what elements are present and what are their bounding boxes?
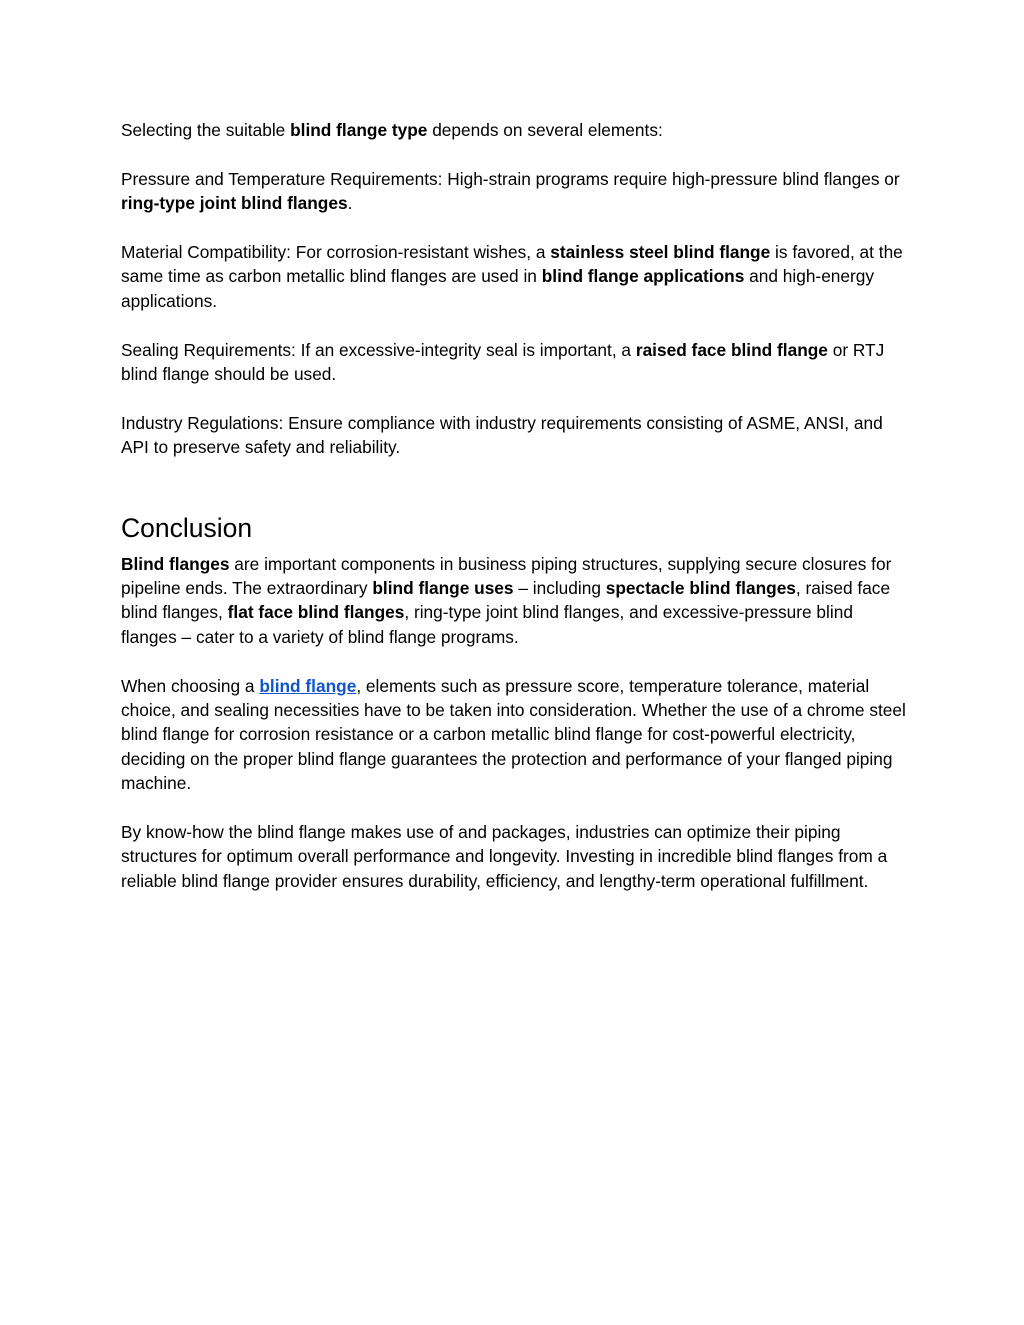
sealing-text: Sealing Requirements: If an excessive-integrity seal is important, a xyxy=(121,339,636,360)
blind-flange-link[interactable]: blind flange xyxy=(259,675,357,696)
conclusion-paragraph-1 xyxy=(121,552,911,650)
industry-paragraph xyxy=(121,411,911,460)
intro-text: Selecting the suitable xyxy=(121,120,291,140)
conclusion-bold-blind-flanges: Blind flanges xyxy=(121,553,230,574)
intro-text-end: depends on several elements: xyxy=(427,120,663,140)
conclusion-bold-spectacle: spectacle blind flanges xyxy=(605,578,796,599)
conclusion-p2-text-2: , elements such as pressure score, temperature tolerance, material choice, and sealing necessities have to be taken into consideration. Whether the use of a chrome steel blind flange for corrosion resistance or a carbon metallic blind flange for cost-powerful electricity, deciding on the proper blind flange guarantees the protection and performance of your flanged piping machine. xyxy=(121,675,906,794)
conclusion-p1-text-3: , raised face blind flanges, xyxy=(121,578,891,623)
material-text-mid: is favored, at the same time as carbon metallic blind flanges are used in xyxy=(121,242,903,287)
material-bold-applications: blind flange applications xyxy=(541,266,745,287)
pressure-paragraph xyxy=(121,167,911,216)
conclusion-p1-text: are important components in business piping structures, supplying secure closures for pipeline ends. The extraordinary xyxy=(121,553,892,599)
conclusion-bold-flat-face: flat face blind flanges xyxy=(227,602,405,623)
intro-bold-blind-flange-type: blind flange type xyxy=(290,120,428,140)
material-paragraph xyxy=(121,240,911,313)
conclusion-p1-text-2: – including xyxy=(513,578,606,599)
sealing-bold-raised-face: raised face blind flange xyxy=(635,339,828,360)
conclusion-paragraph-3 xyxy=(121,820,911,893)
conclusion-heading: Conclusion xyxy=(121,512,253,543)
pressure-text: Pressure and Temperature Requirements: High-strain programs require high-pressure blind flanges or xyxy=(121,168,900,189)
conclusion-paragraph-2 xyxy=(121,674,911,796)
intro-paragraph xyxy=(121,118,911,142)
conclusion-bold-uses: blind flange uses xyxy=(372,578,514,599)
industry-text: Industry Regulations: Ensure compliance with industry requirements consisting of ASME, ANSI, and API to preserve safety and reliability. xyxy=(121,412,883,458)
conclusion-p3-text: By know-how the blind flange makes use of and packages, industries can optimize their piping structures for optimum overall performance and longevity. Investing in incredible blind flanges from a reliable blind flange provider ensures durability, efficiency, and lengthy-term operational fulfillment. xyxy=(121,822,888,891)
material-bold-stainless: stainless steel blind flange xyxy=(550,242,771,262)
pressure-text-end: . xyxy=(347,193,353,214)
pressure-bold-rtj: ring-type joint blind flanges xyxy=(121,193,348,214)
sealing-text-end: or RTJ blind flange should be used. xyxy=(121,339,885,385)
material-text: Material Compatibility: For corrosion-resistant wishes, a xyxy=(121,242,551,262)
conclusion-p2-text: When choosing a xyxy=(121,675,260,696)
conclusion-p1-text-4: , ring-type joint blind flanges, and excessive-pressure blind flanges – cater to a variety of blind flange programs. xyxy=(121,602,853,647)
sealing-paragraph xyxy=(121,338,911,387)
material-text-end: and high-energy applications. xyxy=(121,266,875,311)
document-page xyxy=(121,118,911,893)
